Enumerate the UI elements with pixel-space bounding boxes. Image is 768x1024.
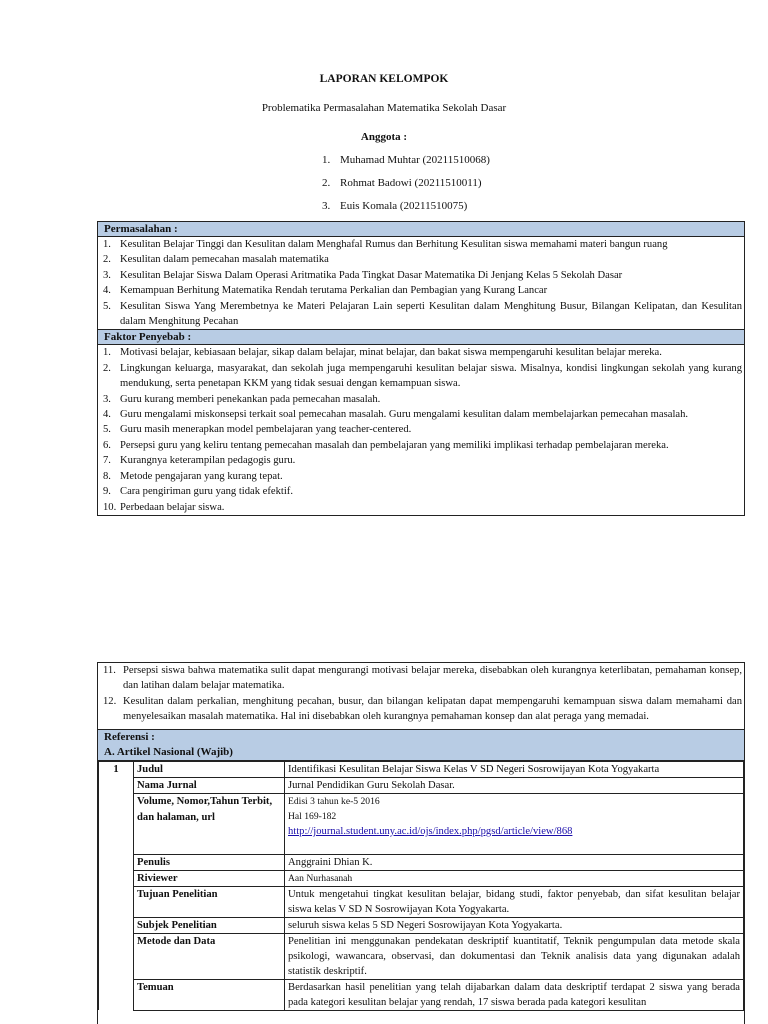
table-row: [99, 886, 744, 917]
referensi-heading: Referensi : A. Artikel Nasional (Wajib): [98, 729, 744, 761]
problems-box: [97, 221, 745, 516]
list-item: 4. Kemampuan Berhitung Matematika Rendah terutama Perkalian dan Pembagian yang Kurang Lancar: [103, 285, 548, 297]
list-item: 3. Kesulitan Belajar Siswa Dalam Operasi Aritmatika Pada Tingkat Dasar Matematika Di Jenjang Kelas 5 Sekolah Dasar: [103, 269, 623, 281]
value-jurnal: Jurnal Pendidikan Guru Sekolah Dasar.: [285, 777, 744, 793]
permasalahan-heading: Permasalahan :: [98, 222, 744, 237]
list-item: 1. Kesulitan Belajar Tinggi dan Kesulitan dalam Menghafal Rumus dan Berhitung Kesulitan siswa memahami materi bangun ruang: [103, 239, 668, 250]
list-item: 3. Guru kurang memberi penekankan pada pemecahan masalah.: [103, 393, 381, 405]
faktor-list-continued: [98, 663, 744, 725]
page-title: LAPORAN KELOMPOK: [319, 73, 449, 85]
value-judul: Identifikasi Kesulitan Belajar Siswa Kelas V SD Negeri Sosrowijayan Kota Yogyakarta: [285, 761, 744, 777]
list-item: 1. Motivasi belajar, kebiasaan belajar, sikap dalam belajar, minat belajar, dan bakat siswa mempengaruhi kesulitan belajar mereka.: [103, 347, 662, 359]
list-item: 5. Guru masih menerapkan model pembelajaran yang teacher-centered.: [103, 424, 412, 436]
faktor-list: [98, 345, 744, 514]
section-a-heading: A. Artikel Nasional (Wajib): [104, 745, 233, 758]
table-row: [99, 870, 744, 886]
label-subjek: Subjek Penelitian: [134, 917, 285, 933]
faktor-heading: Faktor Penyebab :: [98, 329, 744, 345]
value-volume: Edisi 3 tahun ke-5 2016 Hal 169-182 http://journal.student.uny.ac.id/ojs/index.php/pgsd/article/view/868: [285, 793, 744, 854]
page-subtitle: Problematika Permasalahan Matematika Sekolah Dasar: [261, 102, 507, 114]
label-metode: Metode dan Data: [134, 933, 285, 979]
value-metode: Penelitian ini menggunakan pendekatan deskriptif kuantitatif, Teknik pengumpulan data metode skala psikologi, wawancara, observasi, dan dokumentasi dan Teknik analisis data yang digunakan adalah statistik deskriptif.: [285, 933, 744, 979]
references-box: [97, 662, 745, 1024]
members-list: [322, 153, 490, 222]
list-item: 12. Kesulitan dalam perkalian, menghitung pecahan, busur, dan bilangan kelipatan dapat mempengaruhi kemampuan siswa dalam memahami dan menyelesaikan masalah matematika. Hal ini disebabkan oleh kurangnya pemahaman konsep dan alat peraga yang memadai.: [103, 695, 742, 723]
article-url-link[interactable]: http://journal.student.uny.ac.id/ojs/index.php/pgsd/article/view/868: [288, 825, 573, 837]
list-item: 8. Metode pengajaran yang kurang tepat.: [103, 470, 283, 482]
list-item: 5. Kesulitan Siswa Yang Merembetnya ke Materi Pelajaran Lain seperti Kesulitan dalam Menghitung Busur, Bilangan Kelipatan, dan Kesulitan dalam Menghitung Pecahan: [103, 300, 742, 328]
label-volume: Volume, Nomor,Tahun Terbit, dan halaman, url: [134, 793, 285, 854]
label-jurnal: Nama Jurnal: [134, 777, 285, 793]
value-penulis: Anggraini Dhian K.: [285, 854, 744, 870]
label-riviewer: Riviewer: [134, 870, 285, 886]
label-judul: Judul: [134, 761, 285, 777]
table-row: [99, 854, 744, 870]
value-tujuan: Untuk mengetahui tingkat kesulitan belajar, bidang studi, faktor penyebab, dan sifat kesulitan belajar siswa kelas V SD N Sosrowijayan Kota Yogyakarta.: [285, 886, 744, 917]
list-item: 11. Persepsi siswa bahwa matematika sulit dapat mengurangi motivasi belajar mereka, disebabkan oleh kurangnya keterlibatan, pemahaman konsep, dan latihan dalam belajar matematika.: [103, 665, 742, 692]
label-penulis: Penulis: [134, 854, 285, 870]
table-row: [99, 761, 744, 777]
list-item: 2. Lingkungan keluarga, masyarakat, dan sekolah juga mempengaruhi kesulitan belajar siswa. Misalnya, kondisi lingkungan sekolah yang kurang mendukung, serta penetapan KKM yang tidak sesuai dengan kemampuan siswa.: [103, 362, 742, 390]
table-row: [99, 793, 744, 854]
label-temuan: Temuan: [134, 979, 285, 1010]
list-item: 6. Persepsi guru yang keliru tentang pemecahan masalah dan pembelajaran yang memiliki implikasi terhadap pembelajaran mereka.: [103, 439, 669, 451]
list-item: 2. Kesulitan dalam pemecahan masalah matematika: [103, 254, 329, 266]
table-row: [99, 933, 744, 979]
list-item: 4. Guru mengalami miskonsepsi terkait soal pemecahan masalah. Guru mengalami kesulitan dalam membelajarkan pemecahan masalah.: [103, 409, 689, 421]
list-item: 10. Perbedaan belajar siswa.: [103, 501, 225, 513]
list-item: 9. Cara pengiriman guru yang tidak efektif.: [103, 486, 293, 498]
value-temuan: Berdasarkan hasil penelitian yang telah dijabarkan dalam data deskriptif terdapat 2 siswa yang berada pada kategori kesulitan belajar yang rendah, 17 siswa berada pada kategori kesulitan: [285, 979, 744, 1010]
members-heading: Anggota :: [360, 131, 408, 143]
permasalahan-list: [98, 237, 744, 329]
value-riviewer: Aan Nurhasanah: [285, 870, 744, 886]
reference-table: [98, 761, 744, 1011]
table-row: [99, 979, 744, 1010]
label-tujuan: Tujuan Penelitian: [134, 886, 285, 917]
list-item: 7. Kurangnya keterampilan pedagogis guru.: [103, 455, 296, 467]
member-item: 1. Muhamad Muhtar (20211510068): [322, 154, 490, 166]
table-row: [99, 917, 744, 933]
row-number: 1: [99, 761, 134, 1010]
value-subjek: seluruh siswa kelas 5 SD Negeri Sosrowijayan Kota Yogyakarta.: [285, 917, 744, 933]
table-row: [99, 777, 744, 793]
member-item: 2. Rohmat Badowi (20211510011): [322, 177, 482, 189]
member-item: 3. Euis Komala (20211510075): [322, 200, 468, 212]
